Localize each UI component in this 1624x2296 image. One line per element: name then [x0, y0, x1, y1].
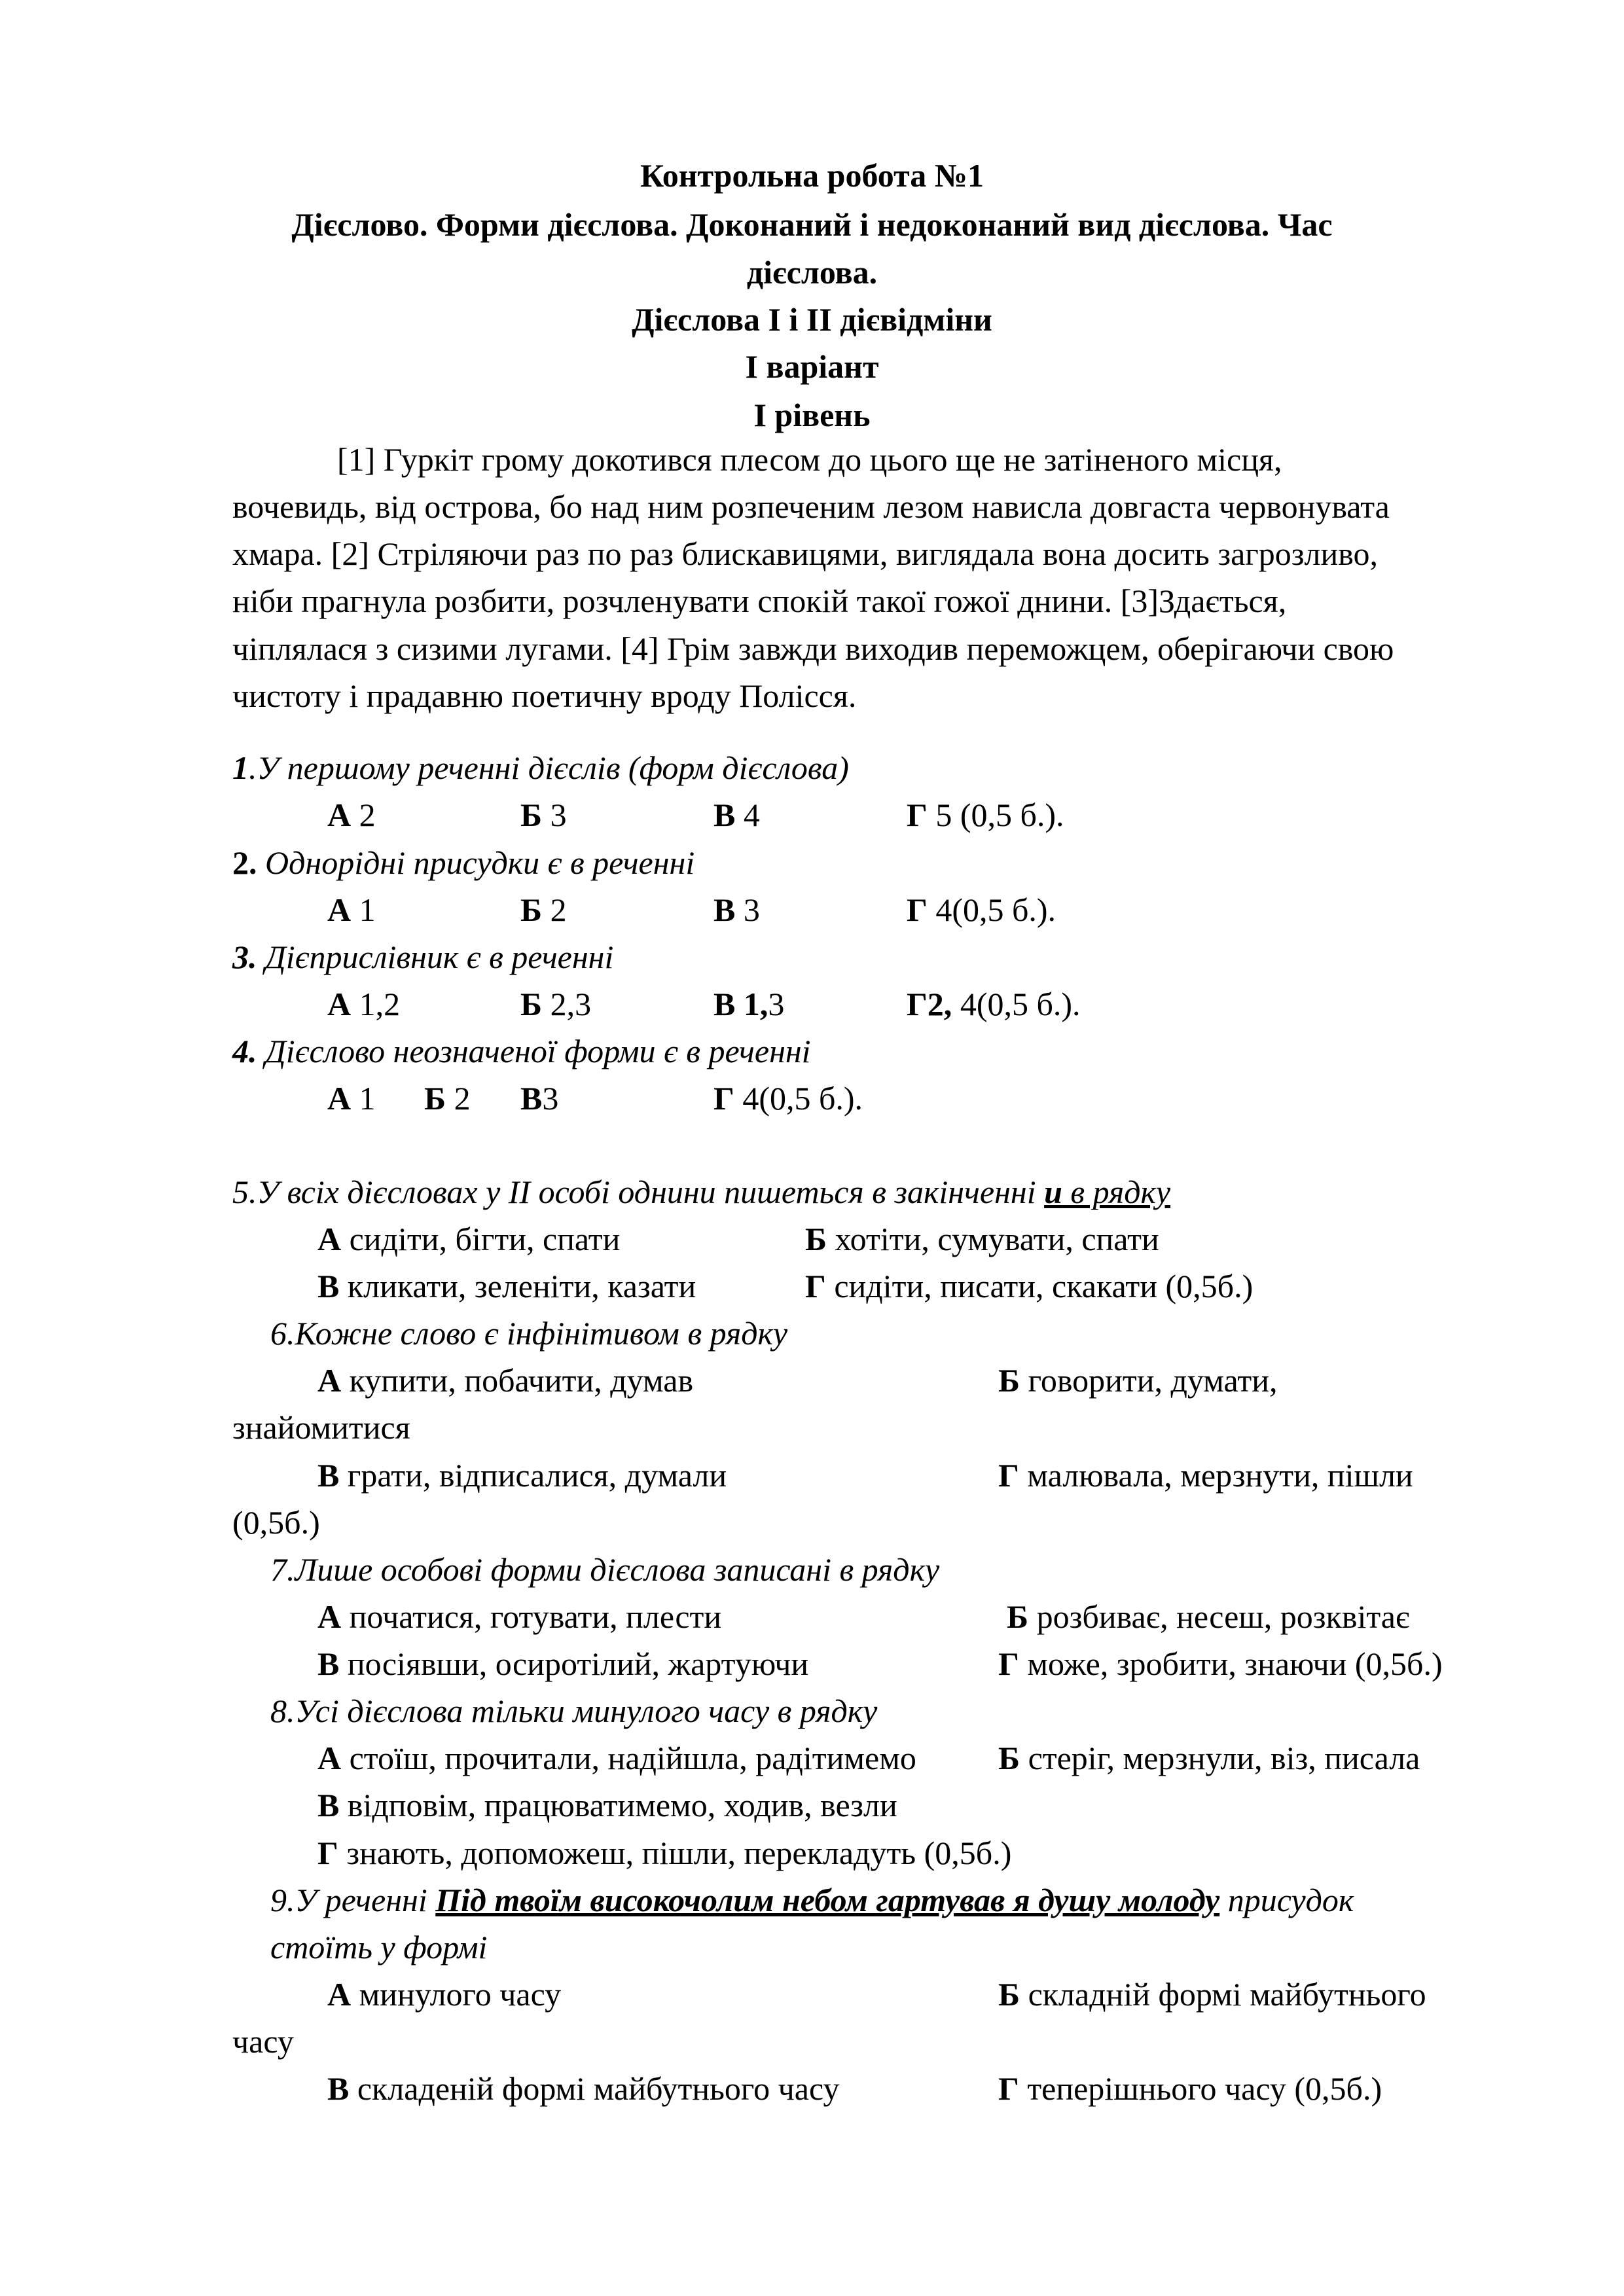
- q5-option-b: Б хотіти, сумувати, спати: [805, 1221, 1159, 1257]
- level-heading: І рівень: [753, 397, 871, 433]
- q8-option-c: В відповім, працюватимемо, ходив, везли: [317, 1787, 897, 1823]
- q9-option-a: А минулого часу: [327, 1976, 562, 2013]
- document-subtitle-line-3: Дієслова І і ІІ дієвідміни: [632, 301, 992, 338]
- q1-option-c: В 4: [713, 797, 760, 833]
- question-text: 5.У всіх дієсловах у ІІ особі однини пишеться в закінченні: [232, 1174, 1045, 1210]
- q1-option-a: А 2: [327, 797, 376, 833]
- q3-option-d: Г2, 4(0,5 б.).: [907, 986, 1081, 1022]
- passage-line: [1] Гуркіт грому докотився плесом до цього ще не затіненого місця,: [337, 441, 1282, 478]
- question-6: 6.Кожне слово є інфінітивом в рядку: [270, 1315, 788, 1352]
- question-number: 2.: [232, 844, 257, 881]
- question-text: Дієслово неозначеної форми є в реченні: [257, 1033, 811, 1069]
- question-number: 3.: [232, 939, 257, 975]
- question-5: 5.У всіх дієсловах у ІІ особі однини пишеться в закінченні и в рядку: [232, 1174, 1171, 1210]
- q7-option-b: Б розбиває, несеш, розквітає: [1007, 1598, 1410, 1635]
- q7-option-d: Г може, зробити, знаючи (0,5б.): [998, 1645, 1443, 1682]
- q6-option-d-continued: (0,5б.): [232, 1504, 320, 1541]
- quoted-sentence: Під твоїм високочолим небом гартував я душу молоду: [435, 1882, 1220, 1918]
- q7-option-a: А початися, готувати, плести: [317, 1598, 722, 1635]
- document-subtitle-line-1: Дієслово. Форми дієслова. Доконаний і недоконаний вид дієслова. Час: [291, 206, 1333, 243]
- q4-option-b: Б 2: [424, 1080, 471, 1117]
- question-number: 1: [232, 749, 249, 786]
- question-1: [232, 744, 849, 791]
- q9-option-b: Б складній формі майбутнього: [998, 1976, 1426, 2013]
- highlighted-letter: и: [1044, 1174, 1062, 1210]
- question-text: 9.У реченні: [270, 1882, 436, 1918]
- question-text: Однорідні присудки є в реченні: [257, 844, 695, 881]
- q2-option-d: Г 4(0,5 б.).: [907, 891, 1056, 928]
- q1-option-b: Б 3: [520, 797, 567, 833]
- q6-option-b: Б говорити, думати,: [998, 1362, 1278, 1399]
- q2-option-c: В 3: [713, 891, 760, 928]
- q8-option-a: А стоїш, прочитали, надійшла, радітимемо: [317, 1740, 916, 1776]
- q2-option-a: А 1: [327, 891, 376, 928]
- q6-option-c: В грати, відписалися, думали: [317, 1457, 727, 1494]
- q9-option-b-continued: часу: [232, 2023, 294, 2060]
- q5-option-c: В кликати, зеленіти, казати: [317, 1268, 696, 1304]
- q5-option-d: Г сидіти, писати, скакати (0,5б.): [805, 1268, 1254, 1304]
- passage-line: чіплялася з сизими лугами. [4] Грім завжди виходив переможцем, оберігаючи свою: [232, 630, 1394, 667]
- q9-option-c: В складеній формі майбутнього часу: [327, 2070, 840, 2107]
- q9-option-d: Г теперішнього часу (0,5б.): [998, 2070, 1382, 2107]
- q4-option-a: А 1: [327, 1080, 376, 1117]
- q2-option-b: Б 2: [520, 891, 567, 928]
- question-8: 8.Усі дієслова тільки минулого часу в рядку: [270, 1693, 878, 1729]
- q8-option-d: Г знають, допоможеш, пішли, перекладуть (0,5б.): [317, 1835, 1012, 1871]
- question-4: [232, 1028, 811, 1075]
- passage-line: хмара. [2] Стріляючи раз по раз блискавицями, виглядала вона досить загрозливо,: [232, 535, 1378, 572]
- question-2: [232, 839, 695, 886]
- q1-option-d: Г 5 (0,5 б.).: [907, 797, 1064, 833]
- question-number: 4.: [232, 1033, 257, 1069]
- document-subtitle-line-2: дієслова.: [746, 254, 878, 291]
- q5-option-a: А сидіти, бігти, спати: [317, 1221, 621, 1257]
- variant-heading: І варіант: [745, 348, 879, 385]
- question-text: .У першому реченні дієслів (форм дієслова): [249, 749, 849, 786]
- question-3: [232, 933, 613, 980]
- q6-option-d: Г малювала, мерзнути, пішли: [998, 1457, 1413, 1494]
- q6-option-a: А купити, побачити, думав: [317, 1362, 694, 1399]
- q7-option-c: В посіявши, осиротілий, жартуючи: [317, 1645, 809, 1682]
- question-text: Дієприслівник є в реченні: [257, 939, 614, 975]
- question-7: 7.Лише особові форми дієслова записані в рядку: [270, 1551, 940, 1588]
- passage-line: ніби прагнула розбити, розчленувати спокій такої гожої днини. [3]Здається,: [232, 583, 1287, 619]
- q4-option-d: Г 4(0,5 б.).: [713, 1080, 863, 1117]
- q3-option-a: А 1,2: [327, 986, 401, 1022]
- q3-option-c: В 1,3: [713, 986, 785, 1022]
- q4-option-c: В3: [520, 1080, 559, 1117]
- q6-option-b-continued: знайомитися: [232, 1409, 410, 1446]
- document-title: Контрольна робота №1: [640, 157, 984, 194]
- q8-option-b: Б стеріг, мерзнули, віз, писала: [998, 1740, 1420, 1776]
- q3-option-b: Б 2,3: [520, 986, 592, 1022]
- passage-line: вочевидь, від острова, бо над ним розпеченим лезом нависла довгаста червонувата: [232, 488, 1390, 525]
- question-9: 9.У реченні Під твоїм високочолим небом гартував я душу молоду присудок: [270, 1882, 1354, 1918]
- passage-line: чистоту і прадавню поетичну вроду Полісся.: [232, 677, 857, 714]
- question-9-continued: стоїть у формі: [270, 1929, 488, 1965]
